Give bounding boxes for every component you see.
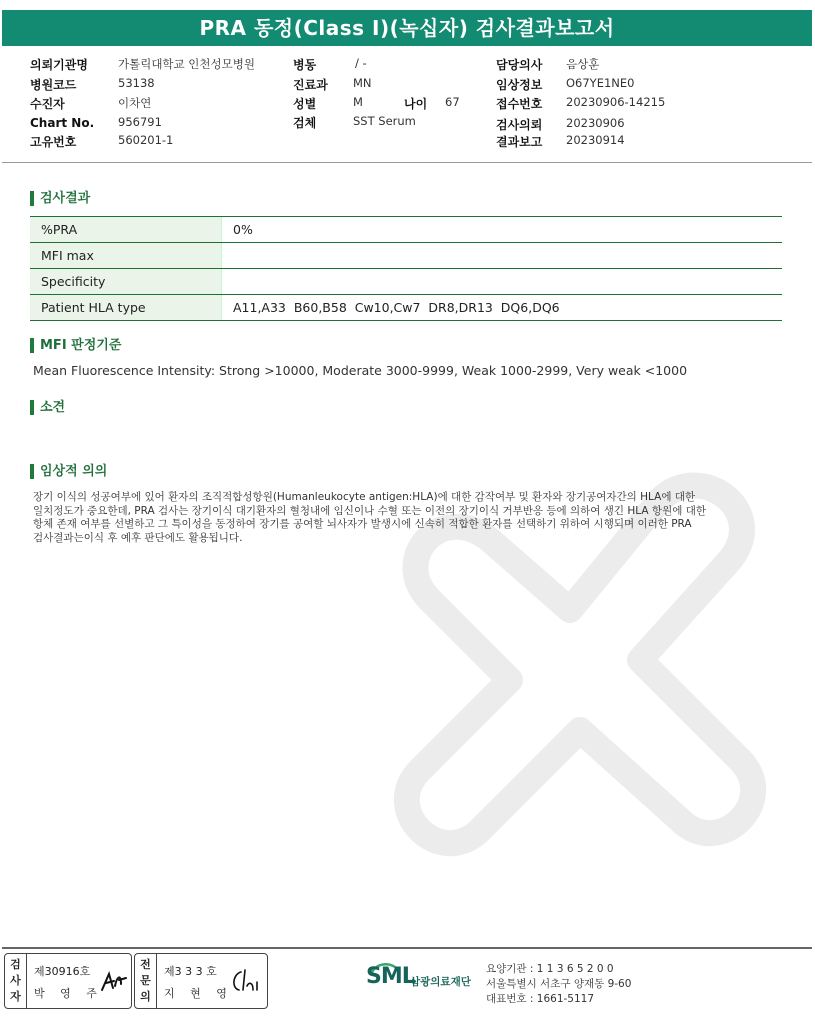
- receipt-value: 20230906-14215: [566, 95, 666, 109]
- inspector-license-no: 제30916호: [34, 965, 91, 978]
- report-title: PRA 동정(Class I)(녹십자) 검사결과보고서: [2, 10, 812, 46]
- specimen-value: SST Serum: [353, 114, 416, 128]
- doctor-value: 음상훈: [566, 57, 600, 71]
- row-value-pra: 0%: [233, 222, 253, 237]
- footer-divider: [2, 947, 812, 949]
- clinical-line: 장기 이식의 성공여부에 있어 환자의 조직적합성항원(Humanleukocyte antigen:HLA)에 대한 감작여부 및 환자와 장기공여자간의 HLA에 대한: [33, 491, 696, 503]
- uid-label: 고유번호: [30, 135, 77, 149]
- ward-value: / -: [355, 56, 367, 70]
- results-section-title: 검사결과: [30, 191, 90, 206]
- table-row: [30, 269, 782, 295]
- doctor-label: 담당의사: [496, 58, 543, 72]
- receipt-label: 접수번호: [496, 97, 543, 111]
- inspector-sign-box: [4, 953, 132, 1009]
- sex-value: M: [353, 95, 363, 109]
- dept-label: 진료과: [293, 78, 328, 92]
- org-phone: 대표번호 : 1661-5117: [486, 993, 595, 1005]
- request-date-label: 검사의뢰: [496, 118, 543, 132]
- clinical-meaning-text: [33, 491, 763, 545]
- hospital-value: 가톨릭대학교 인천성모병원: [118, 57, 255, 71]
- chart-value: 956791: [118, 115, 162, 129]
- request-date-value: 20230906: [566, 116, 625, 130]
- patient-info: [0, 56, 815, 156]
- row-value-hla-type: A11,A33 B60,B58 Cw10,Cw7 DR8,DR13 DQ6,DQ6: [233, 300, 560, 315]
- patient-label: 수진자: [30, 97, 65, 111]
- org-address: 서울특별시 서초구 양재동 9-60: [486, 978, 632, 990]
- row-key-mfi-max: MFI max: [30, 243, 222, 268]
- report-date-value: 20230914: [566, 133, 625, 147]
- code-value: 53138: [118, 76, 155, 90]
- row-value-mfi-max: [222, 243, 782, 268]
- reviewer-name: 지 현 영: [164, 987, 233, 1000]
- results-table: [30, 216, 782, 321]
- row-key-specificity: Specificity: [30, 269, 222, 294]
- patient-value: 이차연: [118, 96, 152, 110]
- reviewer-signature: [229, 964, 263, 998]
- inspector-signature: [99, 966, 129, 996]
- clinical-line: 항체 존재 여부를 선별하고 그 특이성을 동정하여 장기를 공여할 뇌사자가 발생시에 신속히 적합한 환자를 선택하기 위하여 시행되며 이러한 PRA: [33, 518, 692, 530]
- ward-label: 병동: [293, 58, 317, 72]
- org-name: 삼광의료재단: [410, 976, 471, 988]
- specimen-label: 검체: [293, 116, 317, 130]
- mfi-section-title: MFI 판정기준: [30, 338, 121, 353]
- uid-value: 560201-1: [118, 133, 174, 147]
- dept-value: MN: [353, 76, 372, 90]
- table-row: [30, 295, 782, 321]
- clinical-line: 검사결과는이식 후 예후 판단에도 활용됩니다.: [33, 531, 243, 544]
- age-value: 67: [445, 95, 460, 109]
- clinical-info-value: O67YE1NE0: [566, 76, 635, 90]
- chart-label: Chart No.: [30, 116, 95, 130]
- table-row: [30, 243, 782, 269]
- code-label: 병원코드: [30, 78, 77, 92]
- info-divider: [2, 162, 812, 163]
- opinion-section-title: 소견: [30, 400, 65, 415]
- row-value-specificity: [222, 269, 782, 294]
- clinical-line: 일치정도가 중요한데, PRA 검사는 장기이식 대기환자의 혈청내에 임신이나 수혈 또는 이전의 장기이식 거부반응 등에 의하여 생긴 HLA 항원에 대한: [33, 504, 706, 517]
- sex-label: 성별: [293, 97, 317, 111]
- row-key-pra: %PRA: [30, 217, 222, 242]
- row-key-hla-type: Patient HLA type: [30, 295, 222, 320]
- clinical-meaning-title: 임상적 의의: [30, 464, 107, 479]
- reviewer-license-no: 제3 3 3 호: [164, 965, 217, 978]
- reviewer-label: [135, 954, 157, 1008]
- reviewer-label-text: 전문의: [140, 958, 151, 1003]
- hospital-label: 의뢰기관명: [30, 58, 88, 72]
- clinical-info-label: 임상정보: [496, 78, 543, 92]
- sml-letters: SML: [366, 964, 415, 989]
- inspector-label-text: 검사자: [10, 958, 21, 1003]
- reviewer-sign-box: [134, 953, 268, 1009]
- report-date-label: 결과보고: [496, 135, 543, 149]
- table-row: [30, 217, 782, 243]
- sml-logo: [366, 960, 484, 1000]
- mfi-criteria-text: Mean Fluorescence Intensity: Strong >10000, Moderate 3000-9999, Weak 1000-2999, Very weak <1000: [33, 363, 688, 378]
- inspector-name: 박 영 주: [34, 987, 103, 1000]
- age-label: 나이: [404, 97, 428, 111]
- inspector-label: [5, 954, 27, 1008]
- care-institution-no: 요양기관 : 1 1 3 6 5 2 0 0: [486, 963, 614, 975]
